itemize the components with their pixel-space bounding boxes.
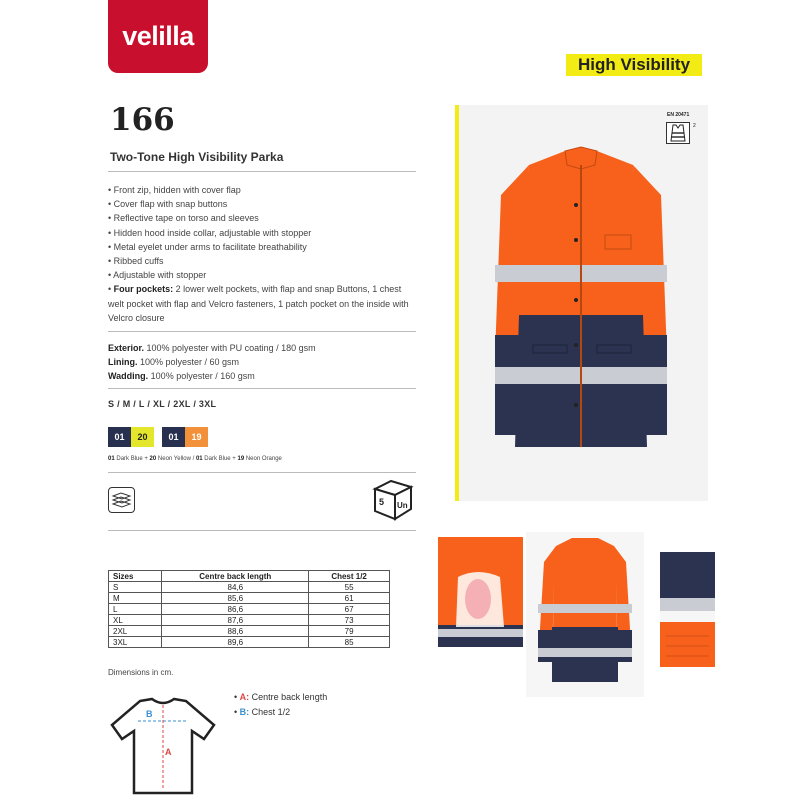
column-header: Chest 1/2 (309, 571, 390, 582)
certification-class: 2 (693, 123, 696, 129)
package-box-icon (371, 477, 415, 521)
legend-centre-back: • A: Centre back length (234, 692, 328, 702)
hi-vis-vest-icon (666, 122, 690, 144)
composition (108, 341, 316, 383)
table-cell: 79 (309, 626, 390, 637)
composition-lining: Lining. 100% polyester / 60 gsm (108, 357, 240, 367)
product-photo-main (455, 105, 708, 501)
column-header: Sizes (109, 571, 162, 582)
table-cell: 61 (309, 593, 390, 604)
table-row (109, 615, 390, 626)
table-cell: 55 (309, 582, 390, 593)
table-cell: XL (109, 615, 162, 626)
fabric-care-icon (108, 487, 135, 513)
table-cell: 84,6 (162, 582, 309, 593)
table-cell: 2XL (109, 626, 162, 637)
feature-item: • Adjustable with stopper (108, 268, 418, 282)
brand-logo: velilla (108, 0, 208, 73)
feature-item: • Metal eyelet under arms to facilitate breathability (108, 240, 418, 254)
table-cell: 89,6 (162, 637, 309, 648)
feature-item: • Cover flap with snap buttons (108, 197, 418, 211)
table-cell: 86,6 (162, 604, 309, 615)
accent-bar (455, 105, 459, 501)
table-cell: 85 (309, 637, 390, 648)
certification-standard: EN 20471 (667, 112, 690, 118)
feature-item: • Front zip, hidden with cover flap (108, 183, 418, 197)
table-row (109, 582, 390, 593)
measurement-diagram (108, 695, 218, 795)
detail-photo-back (526, 532, 644, 697)
feature-list (108, 183, 418, 325)
table-cell: 67 (309, 604, 390, 615)
size-table (108, 570, 390, 648)
feature-item-pockets: • Four pockets: 2 lower welt pockets, with flap and snap Buttons, 1 chest welt pocket with flap and Velcro fasteners, 1 patch pocket on the inside with Velcro closure (108, 282, 418, 325)
composition-wadding: Wadding. 100% polyester / 160 gsm (108, 371, 255, 381)
table-cell: 87,6 (162, 615, 309, 626)
table-header-row (109, 571, 390, 582)
divider (108, 530, 416, 531)
table-cell: L (109, 604, 162, 615)
column-header: Centre back length (162, 571, 309, 582)
feature-item: • Ribbed cuffs (108, 254, 418, 268)
available-sizes: S / M / L / XL / 2XL / 3XL (108, 399, 217, 409)
table-cell: 88,6 (162, 626, 309, 637)
chip-code: 19 (185, 427, 208, 447)
table-cell: 3XL (109, 637, 162, 648)
svg-text:A: A (165, 747, 172, 757)
dimensions-note: Dimensions in cm. (108, 668, 174, 677)
table-cell: M (109, 593, 162, 604)
table-row (109, 593, 390, 604)
detail-photo-hood (438, 537, 523, 647)
table-row (109, 637, 390, 648)
chip-code: 01 (162, 427, 185, 447)
color-chips (108, 427, 208, 447)
table-cell: S (109, 582, 162, 593)
divider (108, 331, 416, 332)
color-chip-orange (162, 427, 208, 447)
parka-front-illustration (455, 105, 708, 501)
color-chip-yellow (108, 427, 154, 447)
package-qty: 5 (379, 497, 385, 507)
category-badge: High Visibility (566, 54, 702, 76)
chip-code: 01 (108, 427, 131, 447)
feature-item: • Reflective tape on torso and sleeves (108, 211, 418, 225)
svg-text:B: B (146, 709, 153, 719)
divider (108, 388, 416, 389)
table-cell: 73 (309, 615, 390, 626)
chip-code: 20 (131, 427, 154, 447)
table-row (109, 626, 390, 637)
divider (108, 472, 416, 473)
composition-exterior: Exterior. 100% polyester with PU coating / 180 gsm (108, 343, 316, 353)
feature-item: • Hidden hood inside collar, adjustable with stopper (108, 226, 418, 240)
package-unit: Un (397, 501, 408, 510)
product-title: Two-Tone High Visibility Parka (110, 150, 284, 164)
divider (108, 171, 416, 172)
legend-chest: • B: Chest 1/2 (234, 707, 291, 717)
table-cell: 85,6 (162, 593, 309, 604)
color-legend: 01 Dark Blue + 20 Neon Yellow / 01 Dark Blue + 19 Neon Orange (108, 456, 282, 462)
model-number: 166 (110, 102, 175, 138)
table-row (109, 604, 390, 615)
detail-photo-cuff (660, 552, 715, 667)
